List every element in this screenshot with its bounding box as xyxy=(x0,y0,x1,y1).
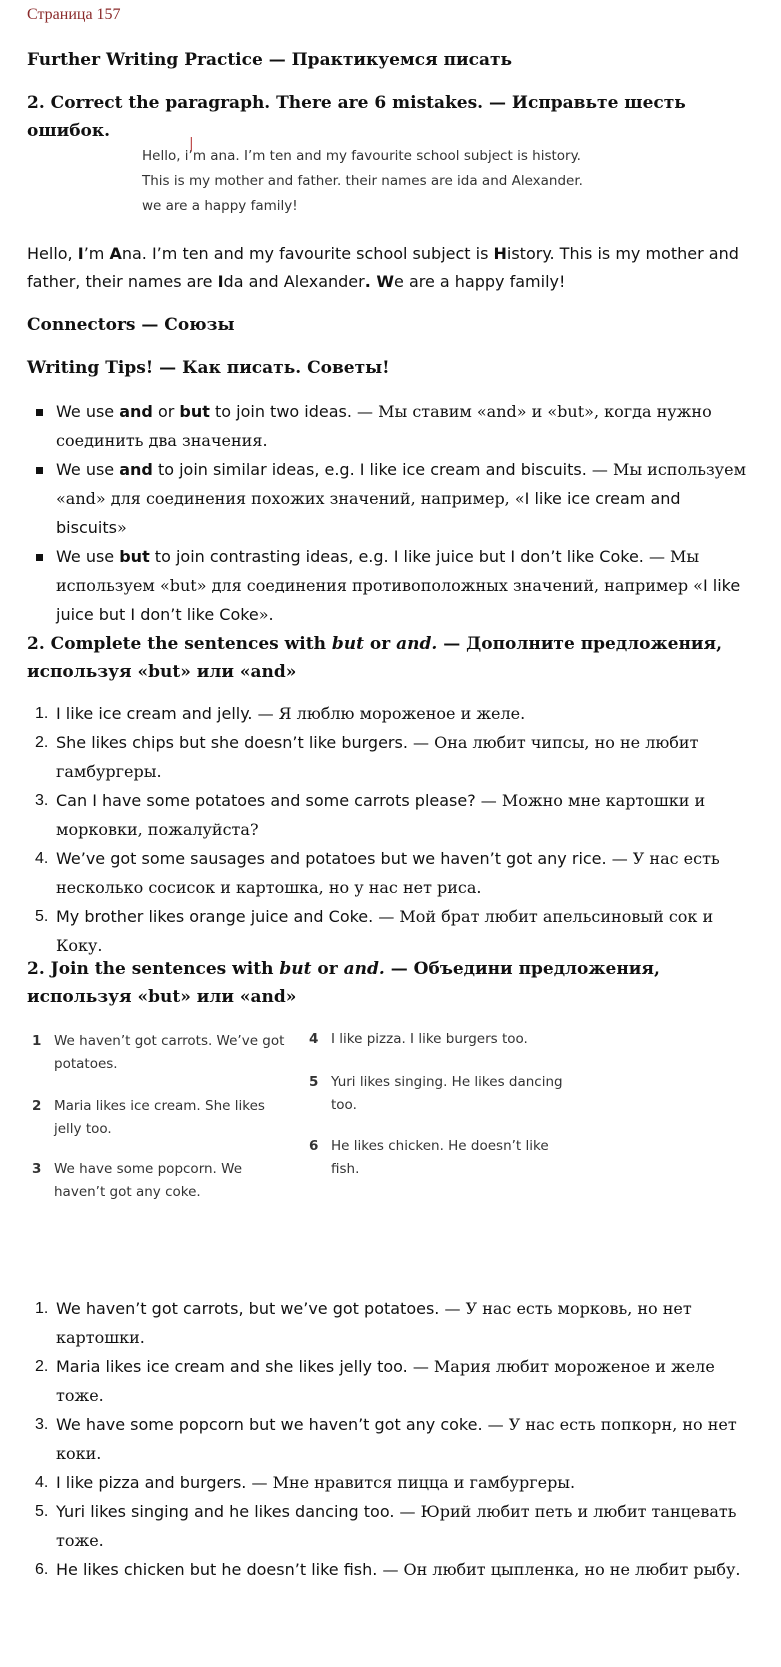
task-title-correct-paragraph: 2. Correct the paragraph. There are 6 mistakes. — Исправьте шесть ошибок. xyxy=(27,93,686,141)
page-number: Страница 157 xyxy=(27,6,121,23)
list-item: 4. We’ve got some sausages and potatoes but we haven’t got any rice. — У нас есть несколько сосисок и картошка, но у нас нет риса. xyxy=(35,849,720,897)
scanned-paragraph xyxy=(142,136,612,219)
list-item: We use and to join similar ideas, e.g. I like ice cream and biscuits. — Мы используем «and» для соединения похожих значений, например, «I like ice cream and biscuits» xyxy=(27,456,747,543)
list-item: 1. I like ice cream and jelly. — Я люблю мороженое и желе. xyxy=(35,704,526,723)
writing-tips-title: Writing Tips! — Как писать. Советы! xyxy=(27,358,390,378)
section-title-connectors: Connectors — Союзы xyxy=(27,315,235,335)
list-item: 3. We have some popcorn but we haven’t got any coke. — У нас есть попкорн, но нет коки. xyxy=(35,1415,737,1463)
text: e are a happy family! xyxy=(394,272,566,291)
correction: . W xyxy=(364,272,395,291)
section-title-writing-practice: Further Writing Practice — Практикуемся писать xyxy=(27,50,513,70)
list-item: 4. I like pizza and burgers. — Мне нравится пицца и гамбургеры. xyxy=(35,1473,576,1492)
list-item: 3. Can I have some potatoes and some carrots please? — Можно мне картошки и морковки, пожалуйста? xyxy=(35,791,706,839)
scan-line: Hello, i’m ana. I’m ten and my favourite school subject is history. xyxy=(142,148,581,164)
corrected-paragraph xyxy=(27,240,747,296)
text: Hello, xyxy=(27,244,78,263)
task-title-join-sentences: 2. Join the sentences with but or and. — Объедини предложения, используя «but» или «and» xyxy=(27,959,660,1007)
text: da and Alexander xyxy=(223,272,365,291)
correction: H xyxy=(493,244,507,263)
correction: A xyxy=(109,244,122,263)
list-item: We use and or but to join two ideas. — Мы ставим «and» и «but», когда нужно соединить два значения. xyxy=(27,398,747,456)
correction-mark: | xyxy=(189,136,194,152)
list-item: 5. Yuri likes singing and he likes dancing too. — Юрий любит петь и любит танцевать тоже. xyxy=(35,1502,737,1550)
correction: I xyxy=(77,244,84,263)
list-item: 5. My brother likes orange juice and Coke. — Мой брат любит апельсиновый сок и Коку. xyxy=(35,907,714,955)
correction: I xyxy=(217,272,224,291)
list-item: We use but to join contrasting ideas, e.g. I like juice but I don’t like Coke. — Мы используем «but» для соединения противоположных значений, например «I like juice but I don’t like Coke». xyxy=(27,543,747,630)
tips-list xyxy=(27,398,747,630)
list-item: 2. Maria likes ice cream and she likes jelly too. — Мария любит мороженое и желе тоже. xyxy=(35,1357,715,1405)
text: na. I’m ten and my favourite school subject is xyxy=(121,244,494,263)
text: istory. This is my mother and father, their names are xyxy=(27,244,739,291)
complete-sentences-answers xyxy=(27,700,747,961)
list-item: 1. We haven’t got carrots, but we’ve got potatoes. — У нас есть морковь, но нет картошки. xyxy=(35,1299,692,1347)
list-item: 2. She likes chips but she doesn’t like burgers. — Она любит чипсы, но не любит гамбургеры. xyxy=(35,733,699,781)
task-title-complete-sentences: 2. Complete the sentences with but or and. — Дополните предложения, используя «but» или «and» xyxy=(27,634,723,682)
text: ’m xyxy=(83,244,110,263)
join-sentences-answers xyxy=(27,1295,747,1585)
scan-line: we are a happy family! xyxy=(142,198,298,214)
list-item: 6. He likes chicken but he doesn’t like fish. — Он любит цыпленка, но не любит рыбу. xyxy=(35,1560,741,1579)
scan-line: This is my mother and father. their names are ida and Alexander. xyxy=(142,173,583,189)
